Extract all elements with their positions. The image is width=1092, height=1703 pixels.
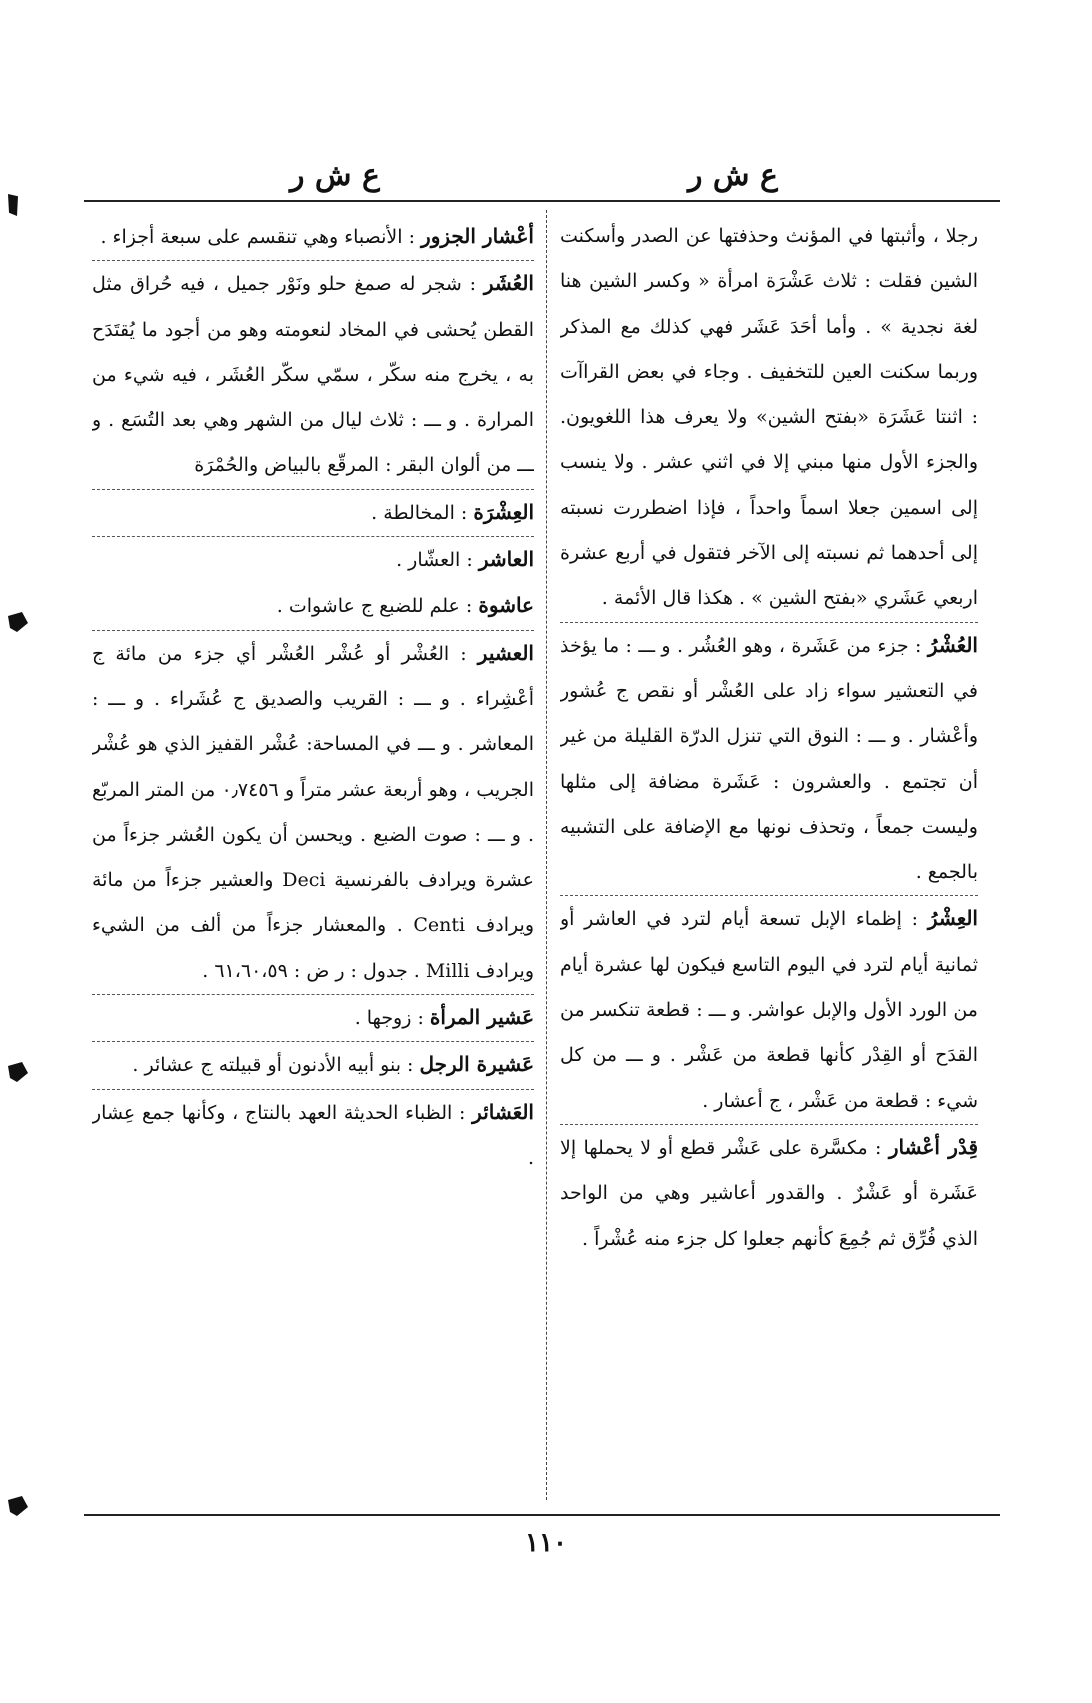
entry-text: : جزء من عَشَرة ، وهو العُشُر . و ـــ : ما يؤخذ في التعشير سواء زاد على العُشْر أو نقص ج عُشور وأعْشار . و ـــ : النوق التي تنزل الدرّة القليلة من غير أن تجتمع . والعشرون : عَشَرة مضافة إلى مثلها وليست جمعاً ، وتحذف نونها مع الإضافة على التشبيه بالجمع . xyxy=(560,634,978,884)
margin-mark xyxy=(8,1062,28,1082)
column-divider xyxy=(546,210,547,1500)
entry-text: : العشّار . xyxy=(396,549,473,572)
entry-headword: العُشَر xyxy=(483,271,534,296)
entry-headword: العُشْرُ xyxy=(927,632,978,657)
entry-ashwa xyxy=(92,583,534,629)
entry-text: رجلا ، وأثبتها في المؤنث وحذفتها عن الصدر وأسكنت الشين فقلت : ثلاث عَشْرَة امرأة « وكسر الشين هنا لغة نجدية » . وأما أحَدَ عَشَر فهي كذلك مع المذكر وربما سكنت العين للتخفيف . وجاء في بعض القراآت : اثنتا عَشَرَة «بفتح الشين» ولا يعرف هذا اللغويون. والجزء الأول منها مبني إلا في اثني عشر . ولا ينسب إلى اسمين جعلا اسماً واحداً ، فإذا اضطررت نسبته إلى أحدهما ثم نسبته إلى الآخر فتقول في أربع عشرة اربعي عَشَري «بفتح الشين » . هكذا قال الأئمة . xyxy=(560,225,978,610)
bottom-rule xyxy=(84,1514,1000,1516)
entry-ashir-al-mara xyxy=(92,994,534,1041)
entry-al-ashair xyxy=(92,1089,534,1182)
entry-al-ashir-2 xyxy=(92,630,534,994)
entry-al-ishra xyxy=(92,489,534,536)
running-head-left: ع ش ر xyxy=(290,158,380,193)
entry-headword: عَشيرة الرجل xyxy=(419,1052,534,1077)
entry-headword: العِشْرُ xyxy=(927,906,978,931)
margin-mark xyxy=(8,194,18,216)
margin-mark xyxy=(8,612,28,632)
entry-text: : إظماء الإبل تسعة أيام لترد في العاشر أو ثمانية أيام لترد في اليوم التاسع فيكون لها عشرة أيام من الورد الأول والإبل عواشر. و ـــ : قطعة تنكسر من القدَح أو القِدْر كأنها قطعة من عَشْر . و ـــ من كل شيء : قطعة من عَشْر ، ج أعشار . xyxy=(560,908,978,1112)
entry-ashirat-al-rajul xyxy=(92,1041,534,1088)
entry-text: : زوجها . xyxy=(354,1007,424,1030)
left-column xyxy=(92,214,534,1499)
entry-al-ashir xyxy=(92,536,534,583)
entry-ashar-al-jazur xyxy=(92,214,534,260)
entry-headword: العاشر xyxy=(478,547,534,572)
entry-headword: العشير xyxy=(477,640,534,665)
right-column xyxy=(560,214,978,1499)
entry-headword: العَشائر xyxy=(472,1099,534,1124)
entry-al-ushar xyxy=(92,260,534,488)
entry-headword: أعْشار الجزور xyxy=(421,224,534,248)
entry-text: : شجر له صمغ حلو ونَوْر جميل ، فيه حُراق مثل القطن يُحشى في المخاد لنعومته وهو من أجود ما يُقتَدَح به ، يخرج منه سكّر ، سمّي سكّر العُشَر ، فيه شيء من المرارة . و ـــ : ثلاث ليال من الشهر وهي بعد التُسَع . و ـــ من ألوان البقر : المرقّع بالبياض والحُمْرَة xyxy=(92,273,534,477)
entry-al-ushr xyxy=(560,622,978,896)
entry-continuation xyxy=(560,214,978,622)
top-rule xyxy=(84,200,1000,202)
entry-headword: قِدْر أعْشار xyxy=(888,1134,978,1159)
entry-text: : الأنصباء وهي تنقسم على سبعة أجزاء . xyxy=(100,226,415,248)
entry-text: : مكسَّرة على عَشْر قطع أو لا يحملها إلا عَشَرة أو عَشْرٌ . والقدور أعاشير وهي من الواحد الذي فُرِّق ثم جُمِعَ كأنهم جعلوا كل جزء منه عُشْراً . xyxy=(560,1136,978,1250)
entry-text: : العُشْر أو عُشْر العُشْر أي جزء من مائة ج أعْشِراء . و ـــ : القريب والصديق ج عُشَراء . و ـــ : المعاشر . و ـــ في المساحة: عُشْر القفيز الذي هو عُشْر الجريب ، وهو أربعة عشر متراً و ٠٫٧٤٥٦ من المتر المربّع . و ـــ : صوت الضبع . ويحسن أن يكون العُشر جزءاً من عشرة ويرادف بالفرنسية Deci والعشير جزءاً من مائة ويرادف Centi . والمعشار جزءاً من ألف من الشيء ويرادف Milli . جدول : ر ض : ٦١،٦٠،٥٩ . xyxy=(92,642,534,982)
entry-headword: عَشير المرأة xyxy=(429,1005,534,1030)
entry-text: : الظباء الحديثة العهد بالنتاج ، وكأنها جمع عِشار . xyxy=(92,1101,534,1169)
entry-al-ishr xyxy=(560,895,978,1123)
entry-text: : بنو أبيه الأدنون أو قبيلته ج عشائر . xyxy=(132,1054,414,1077)
entry-text: : علم للضبع ج عاشوات . xyxy=(276,595,473,618)
entry-headword: العِشْرَة xyxy=(473,499,534,524)
entry-qidr-ashar xyxy=(560,1124,978,1262)
margin-mark xyxy=(8,1496,28,1516)
running-head-right: ع ش ر xyxy=(688,158,778,193)
page-number: ١١٠ xyxy=(525,1528,567,1558)
entry-headword: عاشوة xyxy=(478,593,534,618)
entry-text: : المخالطة . xyxy=(371,501,468,524)
